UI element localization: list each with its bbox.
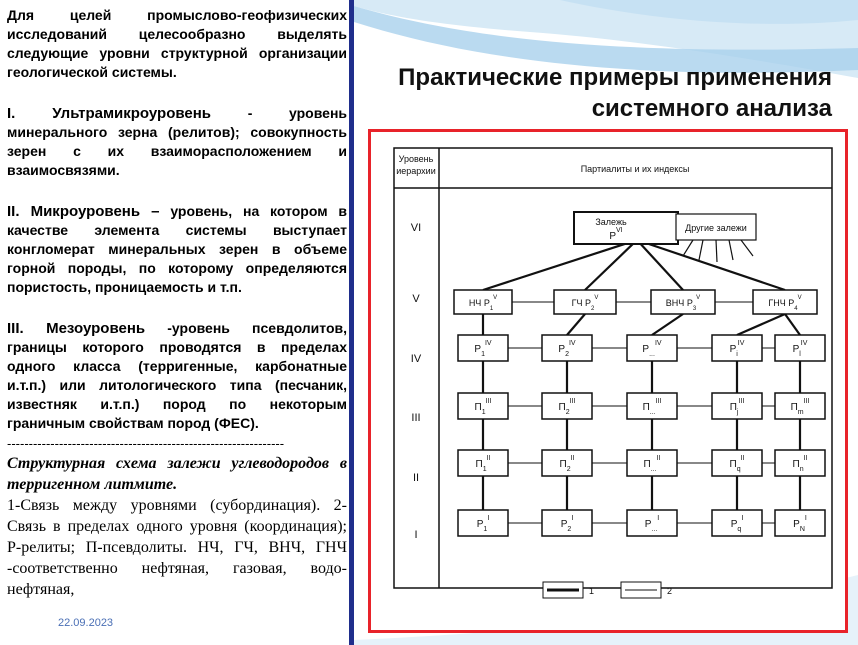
partialite-box-label: $P_2^I$ (560, 515, 574, 533)
level-numeral-V: V (412, 293, 420, 305)
level5-box-label: ГНЧ $P_4^V$ (768, 295, 802, 312)
slide-date: 22.09.2023 (58, 617, 114, 629)
partialite-box-label: $П_j^{III}$ (729, 398, 745, 416)
level2-heading: II. Микроуровень – (7, 203, 160, 220)
header-partialites-label: Партиалиты и их индексы (580, 164, 690, 174)
level3-text: -уровень псевдолитов, границы которого проводятся в пределах одного класса (терригенные, карбонатные и.т.п.) или литологического типа (песчаник, известняк и.т.п.) пород по некоторым граничным свойствам пород (ФЕС). (7, 320, 347, 431)
level-numeral-VI: VI (410, 222, 422, 234)
partialite-box-label: $П_n^{II}$ (792, 455, 808, 473)
intro-paragraph (7, 6, 347, 82)
header-hierarchy-label: иерархии (396, 166, 436, 176)
subordination-line (652, 314, 683, 335)
scheme-legend-text: 1-Связь между уровнями (субординация). 2- Связь в пределах одного уровня (координация); Р-релиты; П-псевдолиты. НЧ, ГЧ, ВНЧ, ГНЧ -соответственно нефтяная, газовая, водо-нефтяная, (7, 497, 347, 598)
level1-text: - уровень минерального зерна (релитов); совокупность зерен с их взаиморасположением и взаимосвязями. (7, 105, 348, 178)
left-text-panel (0, 0, 354, 645)
radiating-line (729, 240, 733, 260)
level-numeral-IV: IV (410, 353, 422, 365)
deposit-label: Залежь (595, 217, 627, 227)
other-deposits-label: Другие залежи (685, 223, 747, 233)
level1-paragraph (7, 104, 347, 180)
partialite-box-label: $P_{...}^{IV}$ (642, 340, 662, 358)
partialite-box-label: $P_N^I$ (793, 515, 807, 533)
partialite-box-label: $П_2^{II}$ (559, 455, 575, 473)
subordination-line (785, 314, 800, 335)
level-numeral-II: II (412, 472, 420, 484)
partialite-box-label: $П_m^{III}$ (790, 398, 810, 416)
radiating-line (741, 240, 753, 256)
partialite-box-label: $P_{...}^I$ (644, 515, 660, 533)
deposit-index: $P^{VI}$ (609, 227, 623, 242)
level2-text: уровень, на котором в качестве элемента системы выступает конгломерат минеральных зерен в объеме горной породы, по которому определяются пористость, проницаемость и т.п. (7, 203, 347, 295)
level-numeral-III: III (411, 412, 421, 424)
legend-label-1: 1 (589, 586, 595, 596)
radiating-line (683, 240, 693, 256)
partialite-box-label: $P_q^I$ (730, 515, 744, 533)
header-level-label: Уровень (398, 154, 434, 164)
separator-line: ---------------------------------------------------------------- (7, 437, 285, 451)
subordination-line (737, 314, 785, 335)
level-numeral-I: I (414, 529, 418, 541)
partialite-box-label: $П_2^{III}$ (558, 398, 576, 416)
level2-paragraph (7, 202, 347, 297)
level5-box-label: ВНЧ $P_3^V$ (665, 295, 701, 312)
legend-label-2: 2 (667, 586, 673, 596)
level5-box-label: НЧ $P_1^V$ (468, 295, 498, 312)
slide-title: Практические примеры применения системного анализа (398, 64, 832, 122)
partialite-box-label: $P_1^I$ (476, 515, 490, 533)
level3-paragraph (7, 319, 347, 433)
partialite-box-label: $П_q^{II}$ (729, 455, 745, 473)
structure-diagram (371, 132, 845, 630)
partialite-box-label: $P_2^{IV}$ (558, 340, 576, 358)
partialite-box-label: $П_{...}^{II}$ (643, 455, 661, 473)
partialite-box-label: $P_i^{IV}$ (729, 340, 745, 358)
subordination-line (567, 314, 585, 335)
partialite-box-label: $П_{...}^{III}$ (642, 398, 662, 416)
subordination-line (483, 240, 637, 290)
scheme-title: Структурная схема залежи углеводородов в терригенном литмите. (7, 455, 347, 493)
partialite-box-label: $P_1^{IV}$ (474, 340, 492, 358)
level1-heading: I. Ультрамикроуровень (7, 105, 212, 122)
intro-text: Для целей промыслово-геофизических исследований целесообразно выделять следующие уровни структурной организации геологической системы. (7, 7, 347, 80)
partialite-box-label: $П_1^{III}$ (474, 398, 492, 416)
partialite-box-label: $П_1^{II}$ (475, 455, 491, 473)
level5-box-label: ГЧ $P_2^V$ (571, 295, 599, 312)
radiating-line (699, 240, 703, 260)
radiating-line (716, 240, 717, 262)
partialite-box-label: $P_l^{IV}$ (792, 340, 808, 358)
level3-heading: III. Мезоуровень (7, 320, 146, 337)
